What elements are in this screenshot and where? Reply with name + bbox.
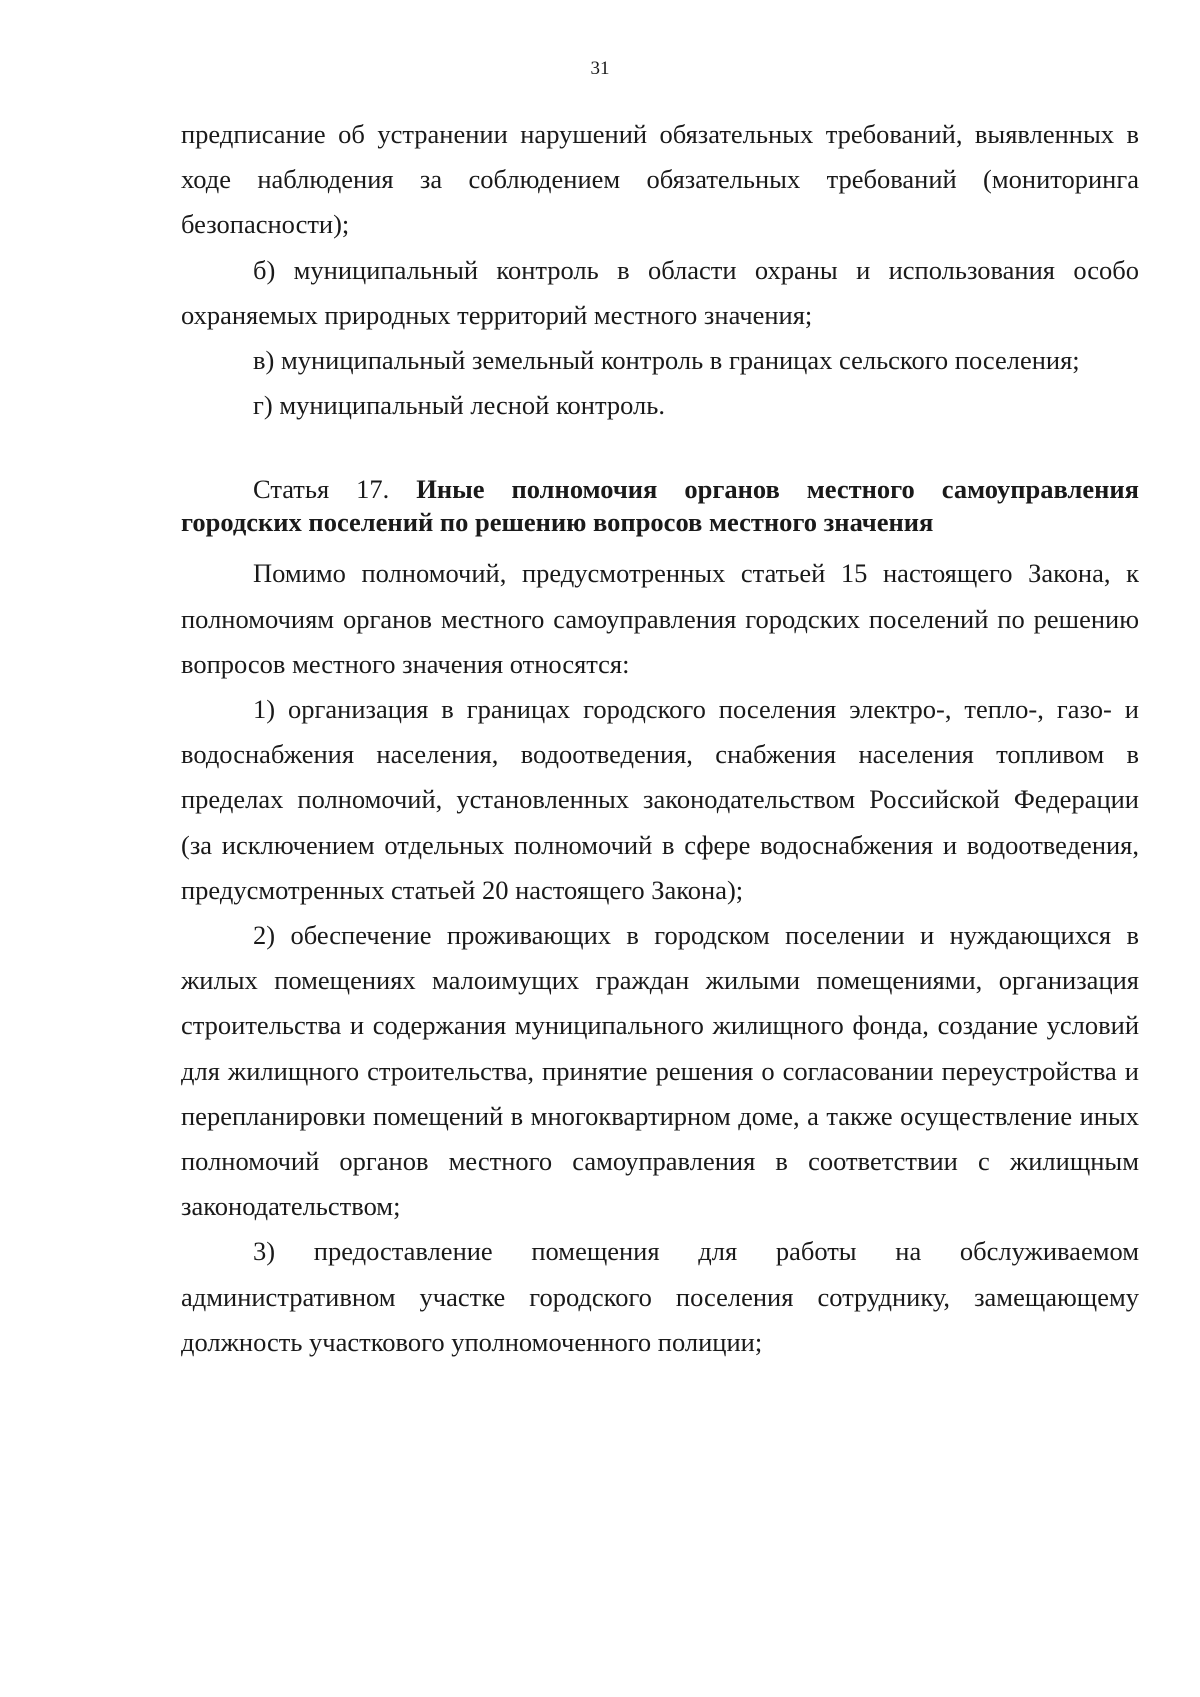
page-number: 31 — [590, 58, 610, 79]
paragraph: б) муниципальный контроль в области охраны и использования особо охраняемых природных территорий местного значения; — [181, 254, 1139, 330]
paragraph: Помимо полномочий, предусмотренных статьей 15 настоящего Закона, к полномочиям органов местного самоуправления городских поселений по решению вопросов местного значения относятся: — [181, 558, 1139, 679]
article-title: Иные полномочия органов местного самоуправления городских поселений по решению вопросов местного значения — [181, 474, 1139, 538]
document-body — [181, 112, 1139, 1365]
list-item: 2) обеспечение проживающих в городском поселении и нуждающихся в жилых помещениях малоимущих граждан жилыми помещениями, организация строительства и содержания муниципального жилищного фонда, создание условий для жилищного строительства, принятие решения о согласовании переустройства и перепланировки помещений в многоквартирном доме, а также осуществление иных полномочий органов местного самоуправления в соответствии с жилищным законодательством; — [181, 920, 1139, 1222]
paragraph: г) муниципальный лесной контроль. — [253, 390, 665, 421]
article-prefix: Статья 17. — [253, 474, 390, 505]
list-item: 1) организация в границах городского поселения электро-, тепло-, газо- и водоснабжения населения, водоотведения, снабжения населения топливом в пределах полномочий, установленных законодательством Российской Федерации (за исключением отдельных полномочий в сфере водоснабжения и водоотведения, предусмотренных статьей 20 настоящего Закона); — [181, 694, 1139, 905]
article-heading — [181, 473, 1139, 539]
paragraph: предписание об устранении нарушений обязательных требований, выявленных в ходе наблюдения за соблюдением обязательных требований (мониторинга безопасности); — [181, 119, 1139, 240]
list-item: 3) предоставление помещения для работы на обслуживаемом административном участке городского поселения сотруднику, замещающему должность участкового уполномоченного полиции; — [181, 1236, 1139, 1357]
paragraph: в) муниципальный земельный контроль в границах сельского поселения; — [253, 345, 1080, 376]
